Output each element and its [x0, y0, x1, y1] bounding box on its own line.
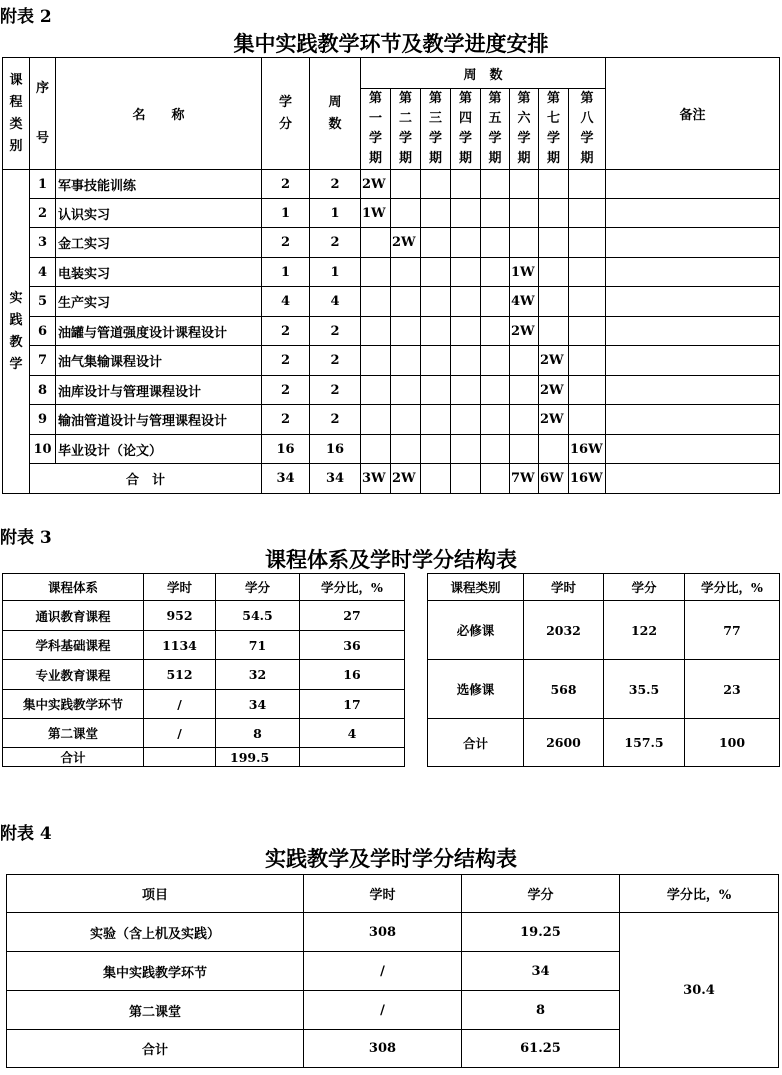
semester-cell: [569, 170, 606, 199]
seq-cell: 5: [30, 287, 56, 317]
right-total-cell: 157.5: [604, 719, 685, 767]
right-total-cell: 2600: [524, 719, 604, 767]
header-semester-2: 第二学期: [391, 89, 421, 170]
right-data-cell: 35.5: [604, 660, 685, 719]
remark-cell: [606, 170, 780, 199]
right-total-cell: 合计: [428, 719, 524, 767]
semester-cell: [391, 287, 421, 317]
semester-cell: 2W: [510, 317, 539, 346]
left-data-cell: 36: [300, 631, 405, 660]
left-data-cell: /: [144, 690, 216, 719]
header-cell: 学分: [462, 875, 620, 913]
data-cell: /: [304, 952, 462, 991]
header-semester-8: 第八学期: [569, 89, 606, 170]
semester-cell: [391, 376, 421, 405]
header-remark: 备注: [606, 58, 780, 170]
right-data-cell: 选修课: [428, 660, 524, 719]
credit-cell: 2: [262, 228, 310, 258]
table-row: [7, 913, 779, 952]
semester-cell: [481, 199, 510, 228]
semester-cell: [481, 405, 510, 435]
weeks-cell: 2: [310, 170, 361, 199]
right-data-cell: 568: [524, 660, 604, 719]
semester-cell: [481, 346, 510, 376]
weeks-cell: 2: [310, 317, 361, 346]
semester-cell: [539, 317, 569, 346]
header-cell: 项目: [7, 875, 304, 913]
semester-cell: [391, 258, 421, 287]
left-data-cell: /: [144, 719, 216, 748]
semester-cell: [421, 170, 451, 199]
left-data-cell: 16: [300, 660, 405, 690]
semester-cell: [510, 435, 539, 464]
semester-cell: 1W: [361, 199, 391, 228]
table-row: [3, 435, 780, 464]
semester-cell: [539, 228, 569, 258]
seq-cell: 4: [30, 258, 56, 287]
total-semester-cell: 7W: [510, 464, 539, 494]
semester-cell: [421, 228, 451, 258]
remark-cell: [606, 228, 780, 258]
semester-cell: [539, 287, 569, 317]
semester-cell: [361, 258, 391, 287]
semester-cell: [569, 258, 606, 287]
seq-cell: 2: [30, 199, 56, 228]
header-semester-7: 第七学期: [539, 89, 569, 170]
weeks-cell: 2: [310, 405, 361, 435]
header-row: [7, 875, 779, 913]
practice-schedule-table: [2, 57, 780, 494]
table-row: [3, 258, 780, 287]
total-weeks: 34: [310, 464, 361, 494]
table-row: [3, 660, 780, 690]
semester-cell: [421, 258, 451, 287]
semester-cell: [451, 317, 481, 346]
left-data-cell: 8: [216, 719, 300, 748]
semester-cell: [451, 376, 481, 405]
course-name-cell: 油库设计与管理课程设计: [56, 376, 262, 405]
course-structure-table: [2, 573, 780, 767]
weeks-cell: 2: [310, 376, 361, 405]
data-cell: 第二课堂: [7, 991, 304, 1030]
remark-cell: [606, 346, 780, 376]
semester-cell: [481, 287, 510, 317]
semester-cell: [421, 405, 451, 435]
semester-cell: [569, 199, 606, 228]
semester-cell: [451, 346, 481, 376]
semester-cell: 2W: [539, 376, 569, 405]
credit-cell: 2: [262, 346, 310, 376]
right-data-cell: 必修课: [428, 601, 524, 660]
appendix-3-label: 附表 3: [0, 528, 52, 548]
left-data-cell: 34: [216, 690, 300, 719]
table-row: [3, 574, 780, 601]
header-cell: 学时: [304, 875, 462, 913]
course-name-cell: 油气集输课程设计: [56, 346, 262, 376]
semester-cell: [510, 228, 539, 258]
semester-cell: [451, 287, 481, 317]
right-header-cell: 课程类别: [428, 574, 524, 601]
header-semester-4: 第四学期: [451, 89, 481, 170]
left-header-cell: 学时: [144, 574, 216, 601]
data-cell: 34: [462, 952, 620, 991]
semester-cell: [569, 376, 606, 405]
course-name-cell: 输油管道设计与管理课程设计: [56, 405, 262, 435]
semester-cell: [421, 199, 451, 228]
table-row: [3, 346, 780, 376]
header-cell: 学分比，%: [620, 875, 779, 913]
semester-cell: [391, 346, 421, 376]
left-header-cell: 学分比，%: [300, 574, 405, 601]
table4-title: 实践教学及学时学分结构表: [265, 847, 517, 871]
header-category: 课程类别: [3, 58, 30, 170]
table-row: [3, 287, 780, 317]
left-data-cell: 专业教育课程: [3, 660, 144, 690]
left-data-cell: 512: [144, 660, 216, 690]
seq-cell: 8: [30, 376, 56, 405]
data-cell: 实验（含上机及实践）: [7, 913, 304, 952]
ratio-cell: 30.4: [620, 913, 779, 1068]
semester-cell: [361, 228, 391, 258]
left-total-ratio: [300, 748, 405, 767]
semester-cell: 1W: [510, 258, 539, 287]
remark-cell: [606, 199, 780, 228]
seq-cell: 9: [30, 405, 56, 435]
left-data-cell: 54.5: [216, 601, 300, 631]
appendix-2-label: 附表 2: [0, 7, 52, 27]
left-data-cell: 17: [300, 690, 405, 719]
seq-cell: 10: [30, 435, 56, 464]
seq-cell: 7: [30, 346, 56, 376]
semester-cell: [451, 199, 481, 228]
total-remark: [606, 464, 780, 494]
header-semester-1: 第一学期: [361, 89, 391, 170]
left-total-label: 合计: [3, 748, 144, 767]
header-name: 名 称: [56, 58, 262, 170]
total-credit: 34: [262, 464, 310, 494]
course-name-cell: 毕业设计（论文）: [56, 435, 262, 464]
semester-cell: [361, 317, 391, 346]
total-semester-cell: [421, 464, 451, 494]
semester-cell: [391, 170, 421, 199]
left-total-credit: 199.5: [216, 748, 300, 767]
semester-cell: [510, 199, 539, 228]
table-row: [3, 199, 780, 228]
total-semester-cell: 6W: [539, 464, 569, 494]
course-name-cell: 油罐与管道强度设计课程设计: [56, 317, 262, 346]
semester-cell: [569, 317, 606, 346]
course-name-cell: 认识实习: [56, 199, 262, 228]
semester-cell: [361, 405, 391, 435]
data-cell: 61.25: [462, 1030, 620, 1068]
appendix-4-label: 附表 4: [0, 824, 52, 844]
left-data-cell: 第二课堂: [3, 719, 144, 748]
data-cell: /: [304, 991, 462, 1030]
semester-cell: [481, 228, 510, 258]
data-cell: 8: [462, 991, 620, 1030]
semester-cell: [569, 405, 606, 435]
table-gap: [405, 574, 428, 767]
category-cell: 实践教学: [3, 170, 30, 494]
right-data-cell: 122: [604, 601, 685, 660]
semester-cell: [421, 376, 451, 405]
table3-title: 课程体系及学时学分结构表: [265, 548, 517, 572]
semester-cell: 2W: [539, 346, 569, 376]
semester-cell: [391, 317, 421, 346]
credit-cell: 1: [262, 199, 310, 228]
remark-cell: [606, 405, 780, 435]
semester-cell: [481, 376, 510, 405]
semester-cell: [361, 435, 391, 464]
practice-credit-table: [6, 874, 779, 1068]
remark-cell: [606, 317, 780, 346]
semester-cell: [510, 170, 539, 199]
semester-cell: [569, 287, 606, 317]
table-row: [3, 376, 780, 405]
semester-cell: [481, 435, 510, 464]
total-semester-cell: [481, 464, 510, 494]
semester-cell: 2W: [361, 170, 391, 199]
semester-cell: [451, 258, 481, 287]
semester-cell: [421, 287, 451, 317]
weeks-cell: 1: [310, 258, 361, 287]
weeks-cell: 4: [310, 287, 361, 317]
semester-cell: [510, 405, 539, 435]
header-credit: 学分: [262, 58, 310, 170]
semester-cell: [481, 317, 510, 346]
table-row: [3, 601, 780, 631]
total-semester-cell: 16W: [569, 464, 606, 494]
total-label: 合 计: [30, 464, 262, 494]
header-schedule: 周 数: [361, 58, 606, 89]
semester-cell: [361, 376, 391, 405]
total-semester-cell: 2W: [391, 464, 421, 494]
semester-cell: [391, 435, 421, 464]
header-semester-6: 第六学期: [510, 89, 539, 170]
right-total-cell: 100: [685, 719, 780, 767]
table-row: [3, 170, 780, 199]
data-cell: 19.25: [462, 913, 620, 952]
credit-cell: 4: [262, 287, 310, 317]
remark-cell: [606, 376, 780, 405]
weeks-cell: 2: [310, 346, 361, 376]
credit-cell: 2: [262, 317, 310, 346]
semester-cell: [451, 228, 481, 258]
left-data-cell: 4: [300, 719, 405, 748]
right-header-cell: 学时: [524, 574, 604, 601]
seq-cell: 3: [30, 228, 56, 258]
credit-cell: 2: [262, 376, 310, 405]
data-cell: 308: [304, 1030, 462, 1068]
right-header-cell: 学分比，%: [685, 574, 780, 601]
semester-cell: [539, 199, 569, 228]
semester-cell: [361, 346, 391, 376]
left-data-cell: 学科基础课程: [3, 631, 144, 660]
semester-cell: 16W: [569, 435, 606, 464]
remark-cell: [606, 435, 780, 464]
credit-cell: 2: [262, 170, 310, 199]
table2-title: 集中实践教学环节及教学进度安排: [233, 32, 549, 56]
semester-cell: [451, 405, 481, 435]
semester-cell: [569, 346, 606, 376]
left-data-cell: 27: [300, 601, 405, 631]
semester-cell: [391, 199, 421, 228]
semester-cell: [539, 170, 569, 199]
weeks-cell: 16: [310, 435, 361, 464]
semester-cell: [361, 287, 391, 317]
semester-cell: [421, 435, 451, 464]
semester-cell: 4W: [510, 287, 539, 317]
data-cell: 合计: [7, 1030, 304, 1068]
header-weeks: 周数: [310, 58, 361, 170]
left-data-cell: 通识教育课程: [3, 601, 144, 631]
semester-cell: [421, 346, 451, 376]
total-semester-cell: [451, 464, 481, 494]
data-cell: 308: [304, 913, 462, 952]
semester-cell: [539, 435, 569, 464]
right-data-cell: 2032: [524, 601, 604, 660]
right-header-cell: 学分: [604, 574, 685, 601]
course-name-cell: 金工实习: [56, 228, 262, 258]
total-semester-cell: 3W: [361, 464, 391, 494]
credit-cell: 1: [262, 258, 310, 287]
credit-cell: 16: [262, 435, 310, 464]
course-name-cell: 军事技能训练: [56, 170, 262, 199]
right-data-cell: 77: [685, 601, 780, 660]
table-row: [3, 228, 780, 258]
semester-cell: [510, 346, 539, 376]
credit-cell: 2: [262, 405, 310, 435]
left-total-hours: [144, 748, 216, 767]
table-row: [3, 317, 780, 346]
weeks-cell: 1: [310, 199, 361, 228]
course-name-cell: 生产实习: [56, 287, 262, 317]
semester-cell: [391, 405, 421, 435]
semester-cell: [421, 317, 451, 346]
right-data-cell: 23: [685, 660, 780, 719]
semester-cell: [481, 258, 510, 287]
left-data-cell: 952: [144, 601, 216, 631]
left-data-cell: 71: [216, 631, 300, 660]
table-row: [3, 719, 780, 748]
semester-cell: [451, 170, 481, 199]
semester-cell: [539, 258, 569, 287]
semester-cell: [510, 376, 539, 405]
semester-cell: 2W: [391, 228, 421, 258]
semester-cell: 2W: [539, 405, 569, 435]
seq-cell: 1: [30, 170, 56, 199]
table-row: [3, 405, 780, 435]
semester-cell: [481, 170, 510, 199]
header-semester-3: 第三学期: [421, 89, 451, 170]
weeks-cell: 2: [310, 228, 361, 258]
header-semester-5: 第五学期: [481, 89, 510, 170]
left-data-cell: 32: [216, 660, 300, 690]
remark-cell: [606, 258, 780, 287]
remark-cell: [606, 287, 780, 317]
data-cell: 集中实践教学环节: [7, 952, 304, 991]
seq-cell: 6: [30, 317, 56, 346]
semester-cell: [451, 435, 481, 464]
semester-cell: [569, 228, 606, 258]
left-data-cell: 集中实践教学环节: [3, 690, 144, 719]
left-header-cell: 学分: [216, 574, 300, 601]
course-name-cell: 电装实习: [56, 258, 262, 287]
left-header-cell: 课程体系: [3, 574, 144, 601]
total-row: [3, 464, 780, 494]
left-data-cell: 1134: [144, 631, 216, 660]
header-seq: 序号: [30, 58, 56, 170]
